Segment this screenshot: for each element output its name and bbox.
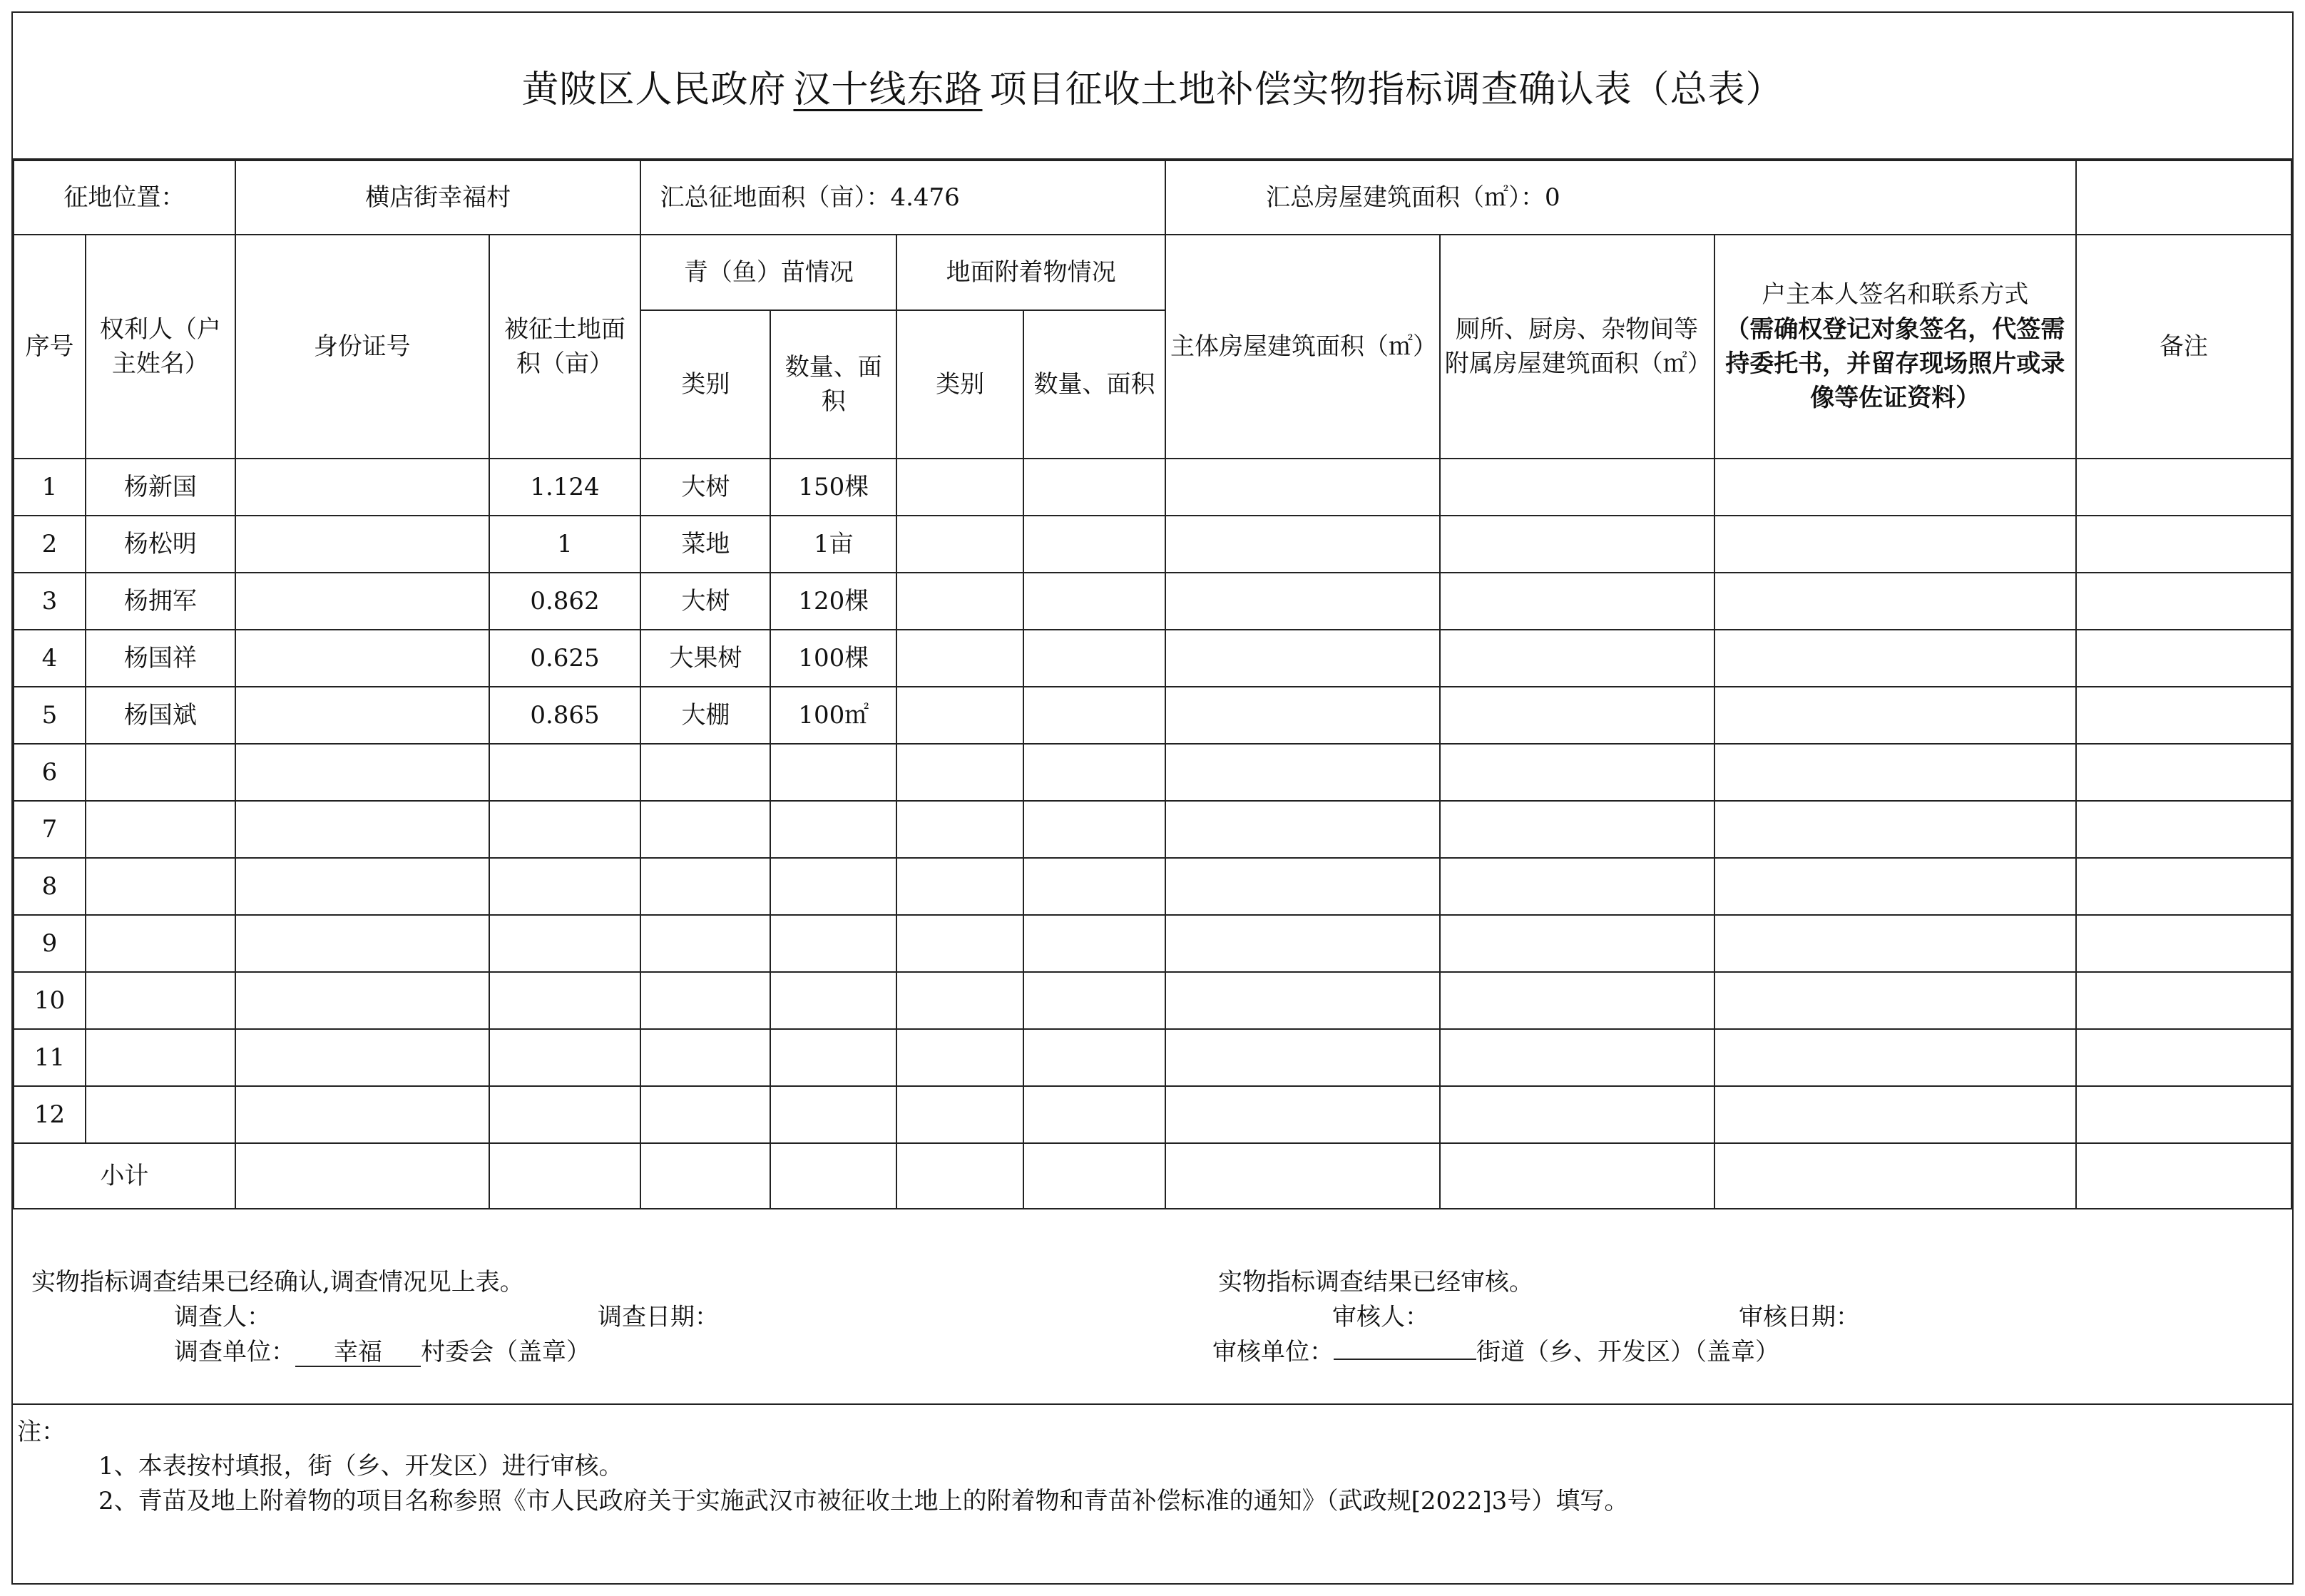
table-cell-note	[2076, 459, 2291, 516]
subtotal-row	[14, 1143, 2291, 1209]
table-cell-seq: 11	[14, 1029, 86, 1086]
table-cell-area	[489, 1086, 641, 1143]
header-seedling-category: 类别	[640, 310, 770, 459]
table-cell-seed-type	[640, 744, 770, 801]
confirmation-section	[13, 1218, 2292, 1405]
table-cell-sign	[1714, 972, 2077, 1029]
table-cell	[1440, 1143, 1714, 1209]
table-cell-sign	[1714, 801, 2077, 858]
table-cell-note	[2076, 573, 2291, 630]
table-cell-seed-type	[640, 972, 770, 1029]
table-cell-sign	[1714, 1086, 2077, 1143]
table-row	[14, 915, 2291, 972]
table-cell-sign	[1714, 516, 2077, 573]
table-cell-att-type	[896, 858, 1023, 915]
header-row-1	[14, 235, 2291, 310]
table-cell-id	[235, 516, 489, 573]
table-cell-id	[235, 744, 489, 801]
table-cell-id	[235, 915, 489, 972]
table-cell-sign	[1714, 573, 2077, 630]
header-auxiliary-building: 厕所、厨房、杂物间等附属房屋建筑面积（㎡）	[1440, 235, 1714, 459]
table-cell	[1023, 1143, 1165, 1209]
info-row	[14, 160, 2291, 235]
header-signature	[1714, 235, 2077, 459]
table-cell-seed-type: 大果树	[640, 630, 770, 687]
table-cell-aux	[1440, 915, 1714, 972]
notes-section	[13, 1405, 2292, 1583]
table-cell-note	[2076, 858, 2291, 915]
form-title	[13, 13, 2292, 160]
table-cell-aux	[1440, 801, 1714, 858]
survey-statement: 实物指标调查结果已经确认,调查情况见上表。	[31, 1268, 524, 1296]
table-cell-note	[2076, 1029, 2291, 1086]
table-cell-main	[1165, 687, 1440, 744]
table-cell-att-qty	[1023, 801, 1165, 858]
table-cell-main	[1165, 516, 1440, 573]
table-cell-seed-qty	[770, 1029, 896, 1086]
header-land-area: 被征土地面积（亩）	[489, 235, 641, 459]
table-cell-aux	[1440, 459, 1714, 516]
table-row	[14, 687, 2291, 744]
table-row	[14, 1029, 2291, 1086]
table-row	[14, 858, 2291, 915]
table-cell-att-type	[896, 744, 1023, 801]
review-date-label: 审核日期：	[1739, 1303, 1860, 1331]
table-cell-att-qty	[1023, 630, 1165, 687]
total-land-area: 汇总征地面积（亩）：4.476	[640, 160, 1165, 235]
table-cell-owner	[86, 915, 235, 972]
table-cell-seq: 1	[14, 459, 86, 516]
table-cell-seed-type: 大树	[640, 459, 770, 516]
table-cell-aux	[1440, 630, 1714, 687]
table-cell-seed-qty: 1亩	[770, 516, 896, 573]
table-cell-note	[2076, 516, 2291, 573]
table-cell-att-type	[896, 516, 1023, 573]
table-cell-seed-qty: 150棵	[770, 459, 896, 516]
table-cell-aux	[1440, 972, 1714, 1029]
table-cell-id	[235, 972, 489, 1029]
header-seq: 序号	[14, 235, 86, 459]
table-cell-seq: 8	[14, 858, 86, 915]
table-cell-aux	[1440, 1086, 1714, 1143]
table-cell-note	[2076, 744, 2291, 801]
table-cell-seed-qty	[770, 1086, 896, 1143]
table-cell-area: 1.124	[489, 459, 641, 516]
info-blank	[2076, 160, 2291, 235]
table-cell	[1714, 1143, 2077, 1209]
table-cell-area	[489, 972, 641, 1029]
header-id-number: 身份证号	[235, 235, 489, 459]
table-cell-note	[2076, 630, 2291, 687]
notes-label: 注：	[17, 1418, 66, 1446]
location-label: 征地位置：	[14, 160, 235, 235]
survey-form	[11, 11, 2294, 1585]
table-cell-area	[489, 1029, 641, 1086]
table-cell-note	[2076, 801, 2291, 858]
table-cell-note	[2076, 1086, 2291, 1143]
header-attachment-group: 地面附着物情况	[896, 235, 1165, 310]
review-unit-suffix: 街道（乡、开发区）（盖章）	[1476, 1338, 1779, 1366]
table-cell-owner	[86, 1029, 235, 1086]
table-cell-att-qty	[1023, 573, 1165, 630]
table-cell-att-type	[896, 687, 1023, 744]
table-row	[14, 744, 2291, 801]
table-cell-seq: 6	[14, 744, 86, 801]
total-building-area: 汇总房屋建筑面积（㎡）：0	[1165, 160, 2076, 235]
table-cell	[896, 1143, 1023, 1209]
table-cell-sign	[1714, 1029, 2077, 1086]
table-cell-id	[235, 573, 489, 630]
header-attachment-category: 类别	[896, 310, 1023, 459]
table-cell-seed-qty	[770, 744, 896, 801]
table-cell-seed-qty	[770, 915, 896, 972]
table-cell-seed-qty	[770, 801, 896, 858]
table-cell-seq: 9	[14, 915, 86, 972]
table-row	[14, 801, 2291, 858]
review-statement: 实物指标调查结果已经审核。	[1218, 1268, 1533, 1296]
table-cell-owner: 杨国斌	[86, 687, 235, 744]
table-cell-seed-type	[640, 801, 770, 858]
table-cell-aux	[1440, 858, 1714, 915]
table-cell-main	[1165, 801, 1440, 858]
table-cell-sign	[1714, 858, 2077, 915]
note-item: 2、青苗及地上附着物的项目名称参照《市人民政府关于实施武汉市被征收土地上的附着物和青苗补偿标准的通知》（武政规[2022]3号）填写。	[98, 1487, 1629, 1515]
table-cell	[770, 1143, 896, 1209]
table-cell-sign	[1714, 915, 2077, 972]
review-unit-label: 审核单位：	[1212, 1338, 1334, 1366]
table-cell-seq: 3	[14, 573, 86, 630]
table-cell-note	[2076, 972, 2291, 1029]
review-unit-value	[1334, 1333, 1476, 1360]
table-cell-aux	[1440, 573, 1714, 630]
table-cell-main	[1165, 573, 1440, 630]
title-prefix: 黄陂区人民政府	[521, 68, 787, 111]
table-cell-att-qty	[1023, 744, 1165, 801]
table-cell-att-type	[896, 915, 1023, 972]
table-cell-id	[235, 687, 489, 744]
table-cell-seed-type	[640, 1029, 770, 1086]
table-cell-id	[235, 1029, 489, 1086]
table-cell	[640, 1143, 770, 1209]
table-cell-seed-qty: 100㎡	[770, 687, 896, 744]
signature-note: （需确权登记对象签名，代签需持委托书，并留存现场照片或录像等佐证资料）	[1725, 314, 2065, 413]
header-main-building: 主体房屋建筑面积（㎡）	[1165, 235, 1440, 459]
table-cell-att-type	[896, 1086, 1023, 1143]
table-cell	[2076, 1143, 2291, 1209]
table-cell-area: 0.625	[489, 630, 641, 687]
table-cell-seq: 4	[14, 630, 86, 687]
table-cell-owner: 杨拥军	[86, 573, 235, 630]
table-cell-owner	[86, 744, 235, 801]
header-seedling-quantity: 数量、面积	[770, 310, 896, 459]
table-cell-id	[235, 459, 489, 516]
table-cell-id	[235, 801, 489, 858]
location-value: 横店街幸福村	[235, 160, 641, 235]
table-row	[14, 630, 2291, 687]
table-cell-area	[489, 801, 641, 858]
table-cell-sign	[1714, 459, 2077, 516]
title-project-name: 汉十线东路	[793, 68, 983, 111]
table-cell-att-type	[896, 1029, 1023, 1086]
table-cell-owner	[86, 858, 235, 915]
table-cell-sign	[1714, 744, 2077, 801]
table-cell-seed-qty: 100棵	[770, 630, 896, 687]
table-cell-seed-type	[640, 858, 770, 915]
table-cell-att-qty	[1023, 858, 1165, 915]
table-body	[14, 459, 2291, 1143]
table-row	[14, 516, 2291, 573]
table-cell-area	[489, 915, 641, 972]
survey-unit-suffix: 村委会（盖章）	[421, 1338, 591, 1366]
table-cell-main	[1165, 630, 1440, 687]
survey-unit-value: 幸福	[295, 1339, 421, 1367]
table-cell	[1165, 1143, 1440, 1209]
table-cell-seq: 12	[14, 1086, 86, 1143]
note-item: 1、本表按村填报，街（乡、开发区）进行审核。	[98, 1452, 623, 1480]
table-cell-id	[235, 858, 489, 915]
table-cell-seed-type: 大棚	[640, 687, 770, 744]
survey-unit-label: 调查单位：	[174, 1338, 295, 1366]
table-cell-att-qty	[1023, 1029, 1165, 1086]
table-cell-main	[1165, 744, 1440, 801]
header-attachment-quantity: 数量、面积	[1023, 310, 1165, 459]
table-cell-seed-qty	[770, 972, 896, 1029]
table-cell-owner: 杨松明	[86, 516, 235, 573]
table-cell-area: 1	[489, 516, 641, 573]
table-cell-aux	[1440, 687, 1714, 744]
survey-table	[13, 160, 2292, 1209]
survey-date-label: 调查日期：	[598, 1303, 719, 1331]
table-cell-seed-type: 菜地	[640, 516, 770, 573]
table-cell-att-type	[896, 573, 1023, 630]
table-cell-main	[1165, 1086, 1440, 1143]
table-cell-att-qty	[1023, 972, 1165, 1029]
table-cell-area	[489, 858, 641, 915]
table-cell-id	[235, 1086, 489, 1143]
investigator-label: 调查人：	[174, 1303, 271, 1331]
table-cell-main	[1165, 1029, 1440, 1086]
table-row	[14, 459, 2291, 516]
table-cell-aux	[1440, 744, 1714, 801]
table-cell-main	[1165, 858, 1440, 915]
table-cell-area: 0.865	[489, 687, 641, 744]
table-cell-area	[489, 744, 641, 801]
table-cell-att-type	[896, 972, 1023, 1029]
table-cell-seq: 5	[14, 687, 86, 744]
table-cell-att-qty	[1023, 687, 1165, 744]
table-cell-aux	[1440, 1029, 1714, 1086]
table-cell-note	[2076, 915, 2291, 972]
table-cell	[489, 1143, 641, 1209]
table-cell-id	[235, 630, 489, 687]
table-cell-att-qty	[1023, 915, 1165, 972]
table-cell-owner	[86, 801, 235, 858]
table-cell-att-qty	[1023, 516, 1165, 573]
table-cell-seed-type	[640, 1086, 770, 1143]
table-cell-main	[1165, 459, 1440, 516]
table-cell	[235, 1143, 489, 1209]
table-cell-seq: 2	[14, 516, 86, 573]
table-cell-att-type	[896, 459, 1023, 516]
title-suffix: 项目征收土地补偿实物指标调查确认表（总表）	[989, 68, 1784, 111]
header-seedling-group: 青（鱼）苗情况	[640, 235, 896, 310]
table-cell-seed-type	[640, 915, 770, 972]
reviewer-label: 审核人：	[1332, 1303, 1429, 1331]
table-cell-seed-qty: 120棵	[770, 573, 896, 630]
header-owner: 权利人（户主姓名）	[86, 235, 235, 459]
table-cell-owner: 杨新国	[86, 459, 235, 516]
table-cell-owner	[86, 972, 235, 1029]
table-cell-att-qty	[1023, 1086, 1165, 1143]
table-row	[14, 1086, 2291, 1143]
table-cell-owner: 杨国祥	[86, 630, 235, 687]
table-cell-seed-qty	[770, 858, 896, 915]
table-cell-area: 0.862	[489, 573, 641, 630]
table-row	[14, 573, 2291, 630]
table-cell-main	[1165, 915, 1440, 972]
table-cell-owner	[86, 1086, 235, 1143]
table-cell-aux	[1440, 516, 1714, 573]
signature-title: 户主本人签名和联系方式	[1762, 280, 2029, 310]
table-cell-note	[2076, 687, 2291, 744]
table-cell-sign	[1714, 687, 2077, 744]
table-cell-main	[1165, 972, 1440, 1029]
survey-unit	[174, 1332, 591, 1367]
table-cell-att-type	[896, 801, 1023, 858]
subtotal-label: 小计	[14, 1143, 235, 1209]
review-unit	[1212, 1332, 1779, 1367]
table-cell-seed-type: 大树	[640, 573, 770, 630]
table-row	[14, 972, 2291, 1029]
table-cell-att-qty	[1023, 459, 1165, 516]
table-cell-seq: 7	[14, 801, 86, 858]
header-remarks: 备注	[2076, 235, 2291, 459]
table-cell-seq: 10	[14, 972, 86, 1029]
table-cell-sign	[1714, 630, 2077, 687]
table-cell-att-type	[896, 630, 1023, 687]
